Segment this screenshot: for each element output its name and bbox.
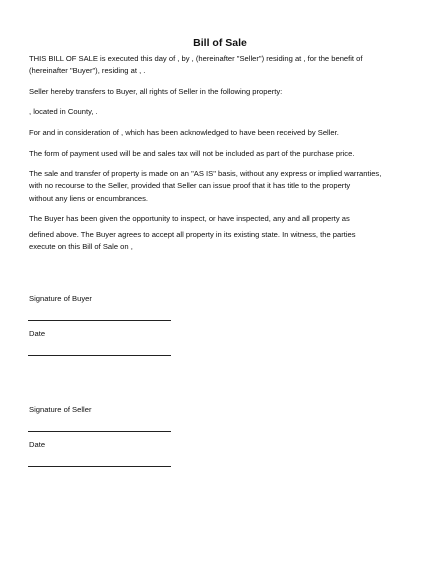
paragraph-line: without any liens or encumbrances.	[29, 193, 149, 203]
paragraph-as-is	[29, 168, 414, 205]
seller-date-label: Date	[29, 440, 46, 449]
paragraph-consideration	[29, 127, 414, 139]
document-title: Bill of Sale	[193, 37, 247, 49]
paragraph-transfer	[29, 86, 414, 98]
paragraph-line: with no recourse to the Seller, provided that Seller can issue proof that it has title to the property	[29, 181, 351, 191]
paragraph-inspection	[29, 213, 414, 225]
paragraph-line: The Buyer has been given the opportunity to inspect, or have inspected, any and all property as	[29, 214, 350, 223]
paragraph-line: The form of payment used will be and sales tax will not be included as part of the purchase price.	[29, 149, 355, 158]
paragraph-parties	[29, 53, 414, 78]
paragraph-line: Seller hereby transfers to Buyer, all rights of Seller in the following property:	[29, 87, 283, 96]
buyer-date-label: Date	[29, 329, 46, 338]
paragraph-location	[29, 106, 414, 118]
paragraph-acceptance	[29, 229, 414, 254]
seller-signature-line	[28, 431, 171, 432]
paragraph-line: defined above. The Buyer agrees to accept all property in its existing state. In witness, the parties	[29, 230, 356, 239]
buyer-signature-label: Signature of Buyer	[29, 294, 92, 303]
buyer-date-line	[28, 355, 171, 356]
paragraph-line: For and in consideration of , which has been acknowledged to have been received by Seller.	[29, 128, 339, 137]
paragraph-line: The sale and transfer of property is made on an "AS IS" basis, without any express or implied warranties,	[29, 169, 382, 178]
paragraph-line: (hereinafter "Buyer"), residing at , .	[29, 66, 146, 76]
paragraph-line: THIS BILL OF SALE is executed this day of , by , (hereinafter "Seller") residing at , for the benefit of	[29, 54, 363, 63]
paragraph-line: execute on this Bill of Sale on ,	[29, 242, 133, 252]
buyer-signature-line	[28, 320, 171, 321]
seller-date-line	[28, 466, 171, 467]
paragraph-payment	[29, 148, 414, 160]
paragraph-line: , located in County, .	[29, 107, 98, 116]
seller-signature-label: Signature of Seller	[29, 405, 92, 414]
